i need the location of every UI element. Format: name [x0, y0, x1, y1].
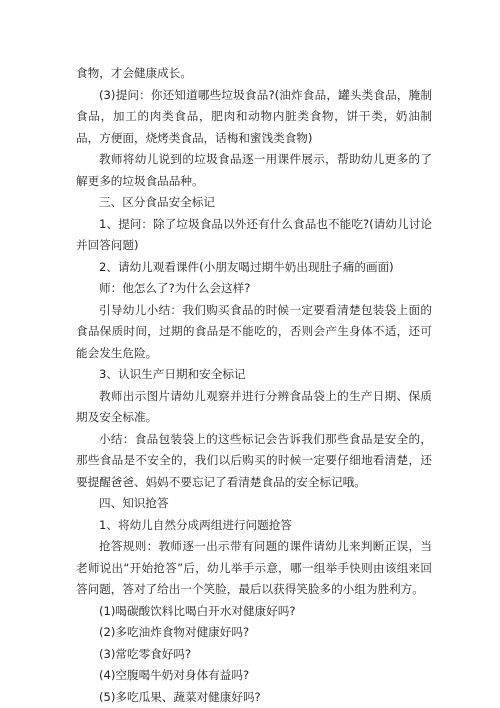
- paragraph-item-3: 3、认识生产日期和安全标记: [76, 364, 432, 386]
- paragraph-teacher-display: 教师将幼儿说到的垃圾食品逐一用课件展示，帮助幼儿更多的了解更多的垃圾食品品种。: [76, 149, 432, 192]
- paragraph-question-1: 1、提问：除了垃圾食品以外还有什么食品也不能吃?(请幼儿讨论并回答问题): [76, 214, 432, 257]
- paragraph-grouping: 1、将幼儿自然分成两组进行问题抢答: [76, 515, 432, 537]
- quiz-question-5: (5)多吃瓜果、蔬菜对健康好吗?: [76, 687, 432, 708]
- paragraph-summary: 小结：食品包装袋上的这些标记会告诉我们那些食品是安全的，那些食品是不安全的，我们以后购买的时候一定要仔细地看清楚，还要提醒爸爸、妈妈不要忘记了看清楚食品的安全标记哦。: [76, 429, 432, 494]
- paragraph-show-pictures: 教师出示图片请幼儿观察并进行分辨食品袋上的生产日期、保质期及安全标准。: [76, 386, 432, 429]
- quiz-question-1: (1)喝碳酸饮料比喝白开水对健康好吗?: [76, 601, 432, 623]
- quiz-question-2: (2)多吃油炸食物对健康好吗?: [76, 622, 432, 644]
- paragraph-guide-summary: 引导幼儿小结：我们购买食品的时候一定要看清楚包装袋上面的食品保质时间，过期的食品是不能吃的，否则会产生身体不适，还可能会发生危险。: [76, 300, 432, 365]
- paragraph-teacher-ask: 师：他怎么了?为什么会这样?: [76, 278, 432, 300]
- document-page: [76, 63, 432, 708]
- quiz-question-3: (3)常吃零食好吗?: [76, 644, 432, 666]
- paragraph-watch-courseware: 2、请幼儿观看课件(小朋友喝过期牛奶出现肚子痛的画面): [76, 257, 432, 279]
- paragraph-intro-ending: 食物，才会健康成长。: [76, 63, 432, 85]
- paragraph-rules: 抢答规则：教师逐一出示带有问题的课件请幼儿来判断正误，当老师说出“开始抢答”后，幼儿举手示意，哪一组举手快则由该组来回答问题，答对了给出一个笑脸，最后以获得笑脸多的小组为胜利方。: [76, 536, 432, 601]
- paragraph-junk-food-question: (3)提问：你还知道哪些垃圾食品?(油炸食品，罐头类食品，腌制食品，加工的肉类食品，肥肉和动物内脏类食物，饼干类，奶油制品，方便面，烧烤类食品，话梅和蜜饯类食物): [76, 85, 432, 150]
- section-heading-4: 四、知识抢答: [76, 493, 432, 515]
- quiz-question-4: (4)空腹喝牛奶对身体有益吗?: [76, 665, 432, 687]
- section-heading-3: 三、区分食品安全标记: [76, 192, 432, 214]
